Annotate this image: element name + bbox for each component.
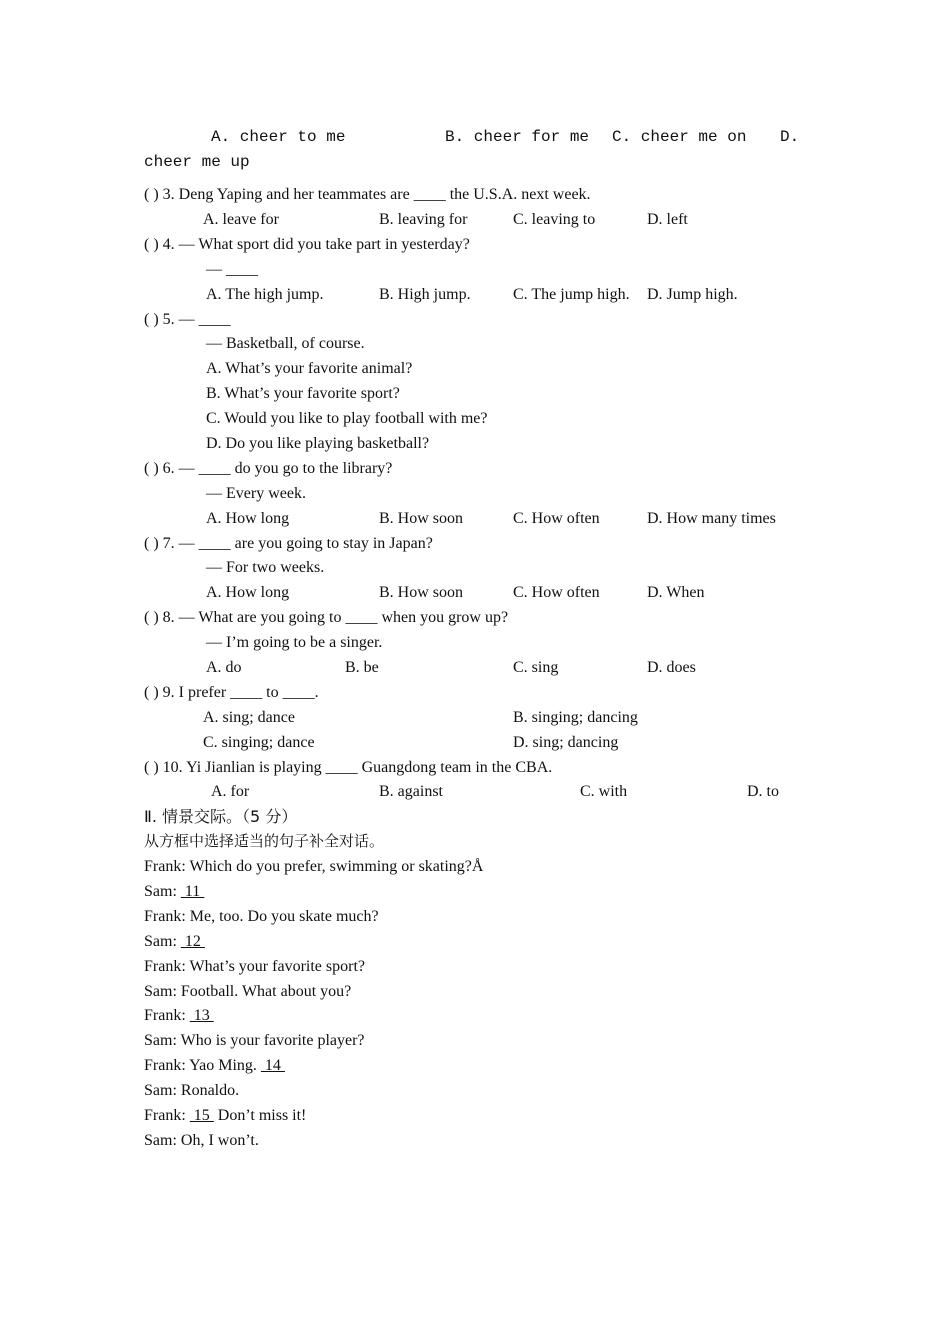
dialogue-text-wrap xyxy=(144,929,205,954)
q2-option-a: A. cheer to me xyxy=(211,128,346,146)
q6-option-b: B. How soon xyxy=(379,510,464,527)
dialogue-speaker: Sam: xyxy=(144,933,181,950)
blank-15: 15 xyxy=(189,1107,214,1124)
q8-option-a: A. do xyxy=(206,659,242,676)
q7-stem: ( ) 7. — ____ are you going to stay in Japan? xyxy=(144,535,433,552)
q4-reply: — ____ xyxy=(206,261,258,278)
q2-option-b: B. cheer for me xyxy=(445,128,590,146)
q8-option-b: B. be xyxy=(345,659,379,676)
q8-option-c: C. sing xyxy=(513,659,559,676)
q5-option-c: C. Would you like to play football with me? xyxy=(206,410,488,427)
q3-option-b: B. leaving for xyxy=(379,211,468,228)
q4-stem: ( ) 4. — What sport did you take part in yesterday? xyxy=(144,236,470,253)
dialogue-text: Sam: Who is your favorite player? xyxy=(144,1032,365,1049)
dialogue-speaker: Frank: xyxy=(144,1007,190,1024)
q6-option-c: C. How often xyxy=(513,510,600,527)
q3-option-d: D. left xyxy=(647,211,688,228)
q6-option-a: A. How long xyxy=(206,510,290,527)
q3-option-a: A. leave for xyxy=(203,211,279,228)
dialogue-text-wrap xyxy=(144,1053,285,1078)
q5-option-a: A. What’s your favorite animal? xyxy=(206,360,413,377)
q5-reply: — Basketball, of course. xyxy=(206,335,365,352)
dialogue-speaker: Sam: xyxy=(144,883,181,900)
dialogue-speaker: Frank: Yao Ming. xyxy=(144,1057,261,1074)
q9-option-d: D. sing; dancing xyxy=(513,734,619,751)
q9-option-a: A. sing; dance xyxy=(203,709,295,726)
q10-option-d: D. to xyxy=(747,783,779,800)
dialogue-text-wrap xyxy=(144,1003,214,1028)
q7-option-a: A. How long xyxy=(206,584,290,601)
q10-option-c: C. with xyxy=(580,783,628,800)
blank-14: 14 xyxy=(260,1057,285,1074)
dialogue-text: Sam: Ronaldo. xyxy=(144,1082,240,1099)
section2-heading: Ⅱ. 情景交际。（5 分） xyxy=(144,807,298,826)
q5-option-b: B. What’s your favorite sport? xyxy=(206,385,400,402)
dialogue-speaker: Frank: xyxy=(144,1107,190,1124)
q5-option-d: D. Do you like playing basketball? xyxy=(206,435,430,452)
dialogue-text: Frank: Which do you prefer, swimming or skating?Å xyxy=(144,858,484,875)
q10-stem: ( ) 10. Yi Jianlian is playing ____ Guangdong team in the CBA. xyxy=(144,759,553,776)
q8-stem: ( ) 8. — What are you going to ____ when you grow up? xyxy=(144,609,509,626)
q8-option-d: D. does xyxy=(647,659,696,676)
q6-stem: ( ) 6. — ____ do you go to the library? xyxy=(144,460,393,477)
q2-option-d-text: cheer me up xyxy=(144,153,250,171)
dialogue-after: Don’t miss it! xyxy=(213,1107,307,1124)
q7-reply: — For two weeks. xyxy=(206,559,325,576)
q10-option-a: A. for xyxy=(211,783,250,800)
q2-option-c: C. cheer me on xyxy=(612,128,747,146)
blank-13: 13 xyxy=(189,1007,214,1024)
blank-12: 12 xyxy=(180,933,205,950)
q3-option-c: C. leaving to xyxy=(513,211,596,228)
q4-option-a: A. The high jump. xyxy=(206,286,324,303)
dialogue-text: Sam: Oh, I won’t. xyxy=(144,1132,259,1149)
section2-instruction: 从方框中选择适当的句子补全对话。 xyxy=(144,832,385,850)
q5-stem: ( ) 5. — ____ xyxy=(144,311,231,328)
q2-option-d: D. xyxy=(780,128,800,146)
q10-option-b: B. against xyxy=(379,783,443,800)
dialogue-text: Frank: What’s your favorite sport? xyxy=(144,958,365,975)
dialogue-text: Frank: Me, too. Do you skate much? xyxy=(144,908,379,925)
q6-option-d: D. How many times xyxy=(647,510,776,527)
q8-reply: — I’m going to be a singer. xyxy=(206,634,383,651)
q4-option-c: C. The jump high. xyxy=(513,286,630,303)
q4-option-b: B. High jump. xyxy=(379,286,471,303)
q6-reply: — Every week. xyxy=(206,485,306,502)
dialogue-text: Sam: Football. What about you? xyxy=(144,983,352,1000)
q4-option-d: D. Jump high. xyxy=(647,286,738,303)
q9-option-b: B. singing; dancing xyxy=(513,709,638,726)
q9-stem: ( ) 9. I prefer ____ to ____. xyxy=(144,684,319,701)
q9-option-c: C. singing; dance xyxy=(203,734,315,751)
dialogue-text-wrap xyxy=(144,1103,306,1128)
q7-option-b: B. How soon xyxy=(379,584,464,601)
dialogue-text-wrap xyxy=(144,879,204,904)
q3-stem: ( ) 3. Deng Yaping and her teammates are ____ the U.S.A. next week. xyxy=(144,186,591,203)
blank-11: 11 xyxy=(180,883,205,900)
q7-option-c: C. How often xyxy=(513,584,600,601)
q7-option-d: D. When xyxy=(647,584,705,601)
